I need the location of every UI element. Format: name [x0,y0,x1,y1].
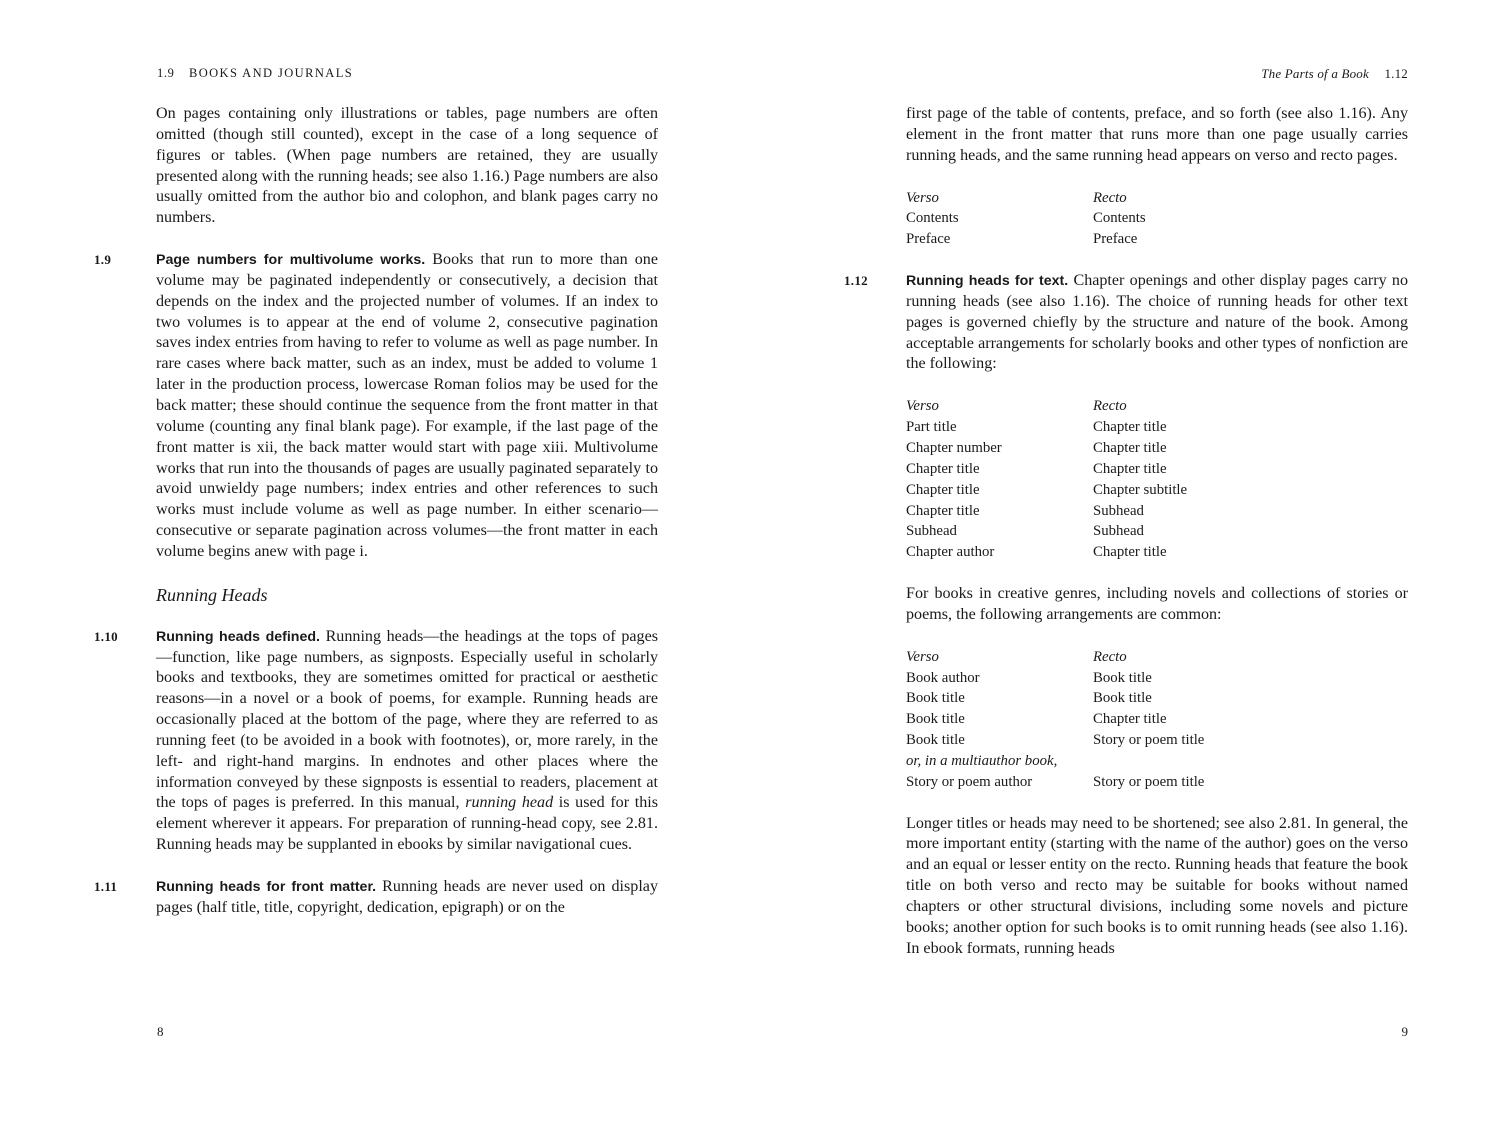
front-matter-heads-table [906,188,1146,251]
paragraph-italic-term: running head [465,794,554,812]
table-row [906,730,1204,751]
table-header-row [906,188,1146,209]
verso-header: Verso [906,648,939,665]
verso-cell: Preface [906,231,951,248]
paragraph-text: Running heads are never used on display pages (half title, title, copyright, dedication, epigraph) or on the [156,878,658,916]
verso-cell: Chapter number [906,439,1002,456]
paragraph-1-9 [94,250,658,563]
table-row [906,459,1187,480]
nonfiction-heads-table [906,396,1187,563]
paragraph-text: Books that run to more than one volume may be paginated independently or consecutively, a decision that depends on the index and the projected number of volumes. If an index to two volumes is to appear at the end of volume 2, consecutive pagination saves index entries from having to refer to volume as well as page number. In rare cases where back matter, such as an index, must be added to volume 1 later in the production process, lowercase Roman folios may be used for the back matter; these should continue the sequence from the front matter in that volume (counting any final blank page). For example, if the last page of the front matter is xii, the back matter would start with page xiii. Multivolume works that run into the thousands of pages are usually paginated separately to avoid unwieldy page numbers; index entries and other references to such works must include volume as well as page number. In either scenario—consecutive or separate pagination across volumes—the front matter in each volume begins anew with page i. [156,251,658,560]
verso-header: Verso [906,189,939,206]
creative-genres-paragraph: For books in creative genres, including novels and collections of stories or poems, the following arrangements are common: [906,585,1408,623]
page-number: 8 [157,1024,164,1039]
recto-cell: Subhead [1093,502,1144,519]
paragraph-1-11 [94,877,658,919]
verso-cell: Book title [906,711,965,728]
alt-label: or, in a multiauthor book, [906,752,1058,769]
paragraph-lead: Running heads defined. [156,628,320,645]
recto-cell: Chapter subtitle [1093,481,1188,498]
longer-titles-paragraph: Longer titles or heads may need to be shortened; see also 2.81. In general, the more important entity (starting with the name of the author) goes on the verso and an equal or lesser entity on the recto. Running heads that feature the book title on both verso and recto may be suitable for books without named chapters or other structural divisions, including some novels and picture books; another option for such books is to omit running heads (see also 1.16). In ebook formats, running heads [906,814,1408,957]
table-row [906,208,1146,229]
table-row [906,521,1187,542]
paragraph-1-12 [844,271,1409,375]
recto-cell: Story or poem title [1093,773,1205,790]
table-header-row [906,647,1204,668]
recto-cell: Book title [1093,669,1152,686]
recto-header: Recto [1093,189,1127,206]
paragraph-number: 1.11 [94,879,118,894]
recto-cell: Story or poem title [1093,732,1205,749]
paragraph-lead: Running heads for text. [906,273,1069,290]
table-row [906,709,1204,730]
verso-cell: Chapter author [906,544,995,561]
table-row [906,480,1187,501]
recto-cell: Chapter title [1093,439,1167,456]
recto-cell: Chapter title [1093,460,1167,477]
page-number: 9 [1401,1024,1408,1039]
creative-heads-table [906,647,1204,793]
left-text-column [94,104,659,940]
table-row [906,501,1187,522]
verso-cell: Contents [906,210,959,227]
paragraph-text-end: is used for this element wherever it appears. For preparation of running-head copy, see 2.81. Running heads may be supplanted in ebooks by similar navigational cues. [156,794,658,854]
right-page [750,0,1500,1125]
paragraph-number: 1.9 [94,252,112,268]
section-subhead: Running Heads [156,584,268,605]
table-row [906,542,1187,563]
recto-cell: Contents [1093,210,1146,227]
verso-cell: Book author [906,669,980,686]
verso-cell: Book title [906,732,965,749]
verso-header: Verso [906,398,939,415]
running-head-section: 1.12 [1384,66,1408,81]
running-head-label: BOOKS AND JOURNALS [188,66,354,80]
paragraph-text: Chapter openings and other display pages carry no running heads (see also 1.16). The choice of running heads for other text pages is governed chiefly by the structure and nature of the book. Among acceptable arrangements for scholarly books and other types of nonfiction are the following: [906,272,1409,373]
verso-cell: Book title [906,690,965,707]
running-head-right [1261,66,1408,82]
verso-cell: Part title [906,419,957,436]
table-row [906,417,1187,438]
paragraph-lead: Running heads for front matter. [156,879,377,895]
table-row [906,688,1204,709]
recto-header: Recto [1093,648,1127,665]
verso-cell: Chapter title [906,502,980,519]
table-alt-label-row [906,751,1204,772]
paragraph-number: 1.10 [94,628,118,644]
verso-cell: Subhead [906,523,957,540]
verso-cell: Chapter title [906,481,980,498]
recto-cell: Subhead [1093,523,1144,540]
right-text-column [844,104,1409,981]
recto-header: Recto [1093,398,1127,415]
paragraph-lead: Page numbers for multivolume works. [156,252,426,269]
table-row [906,668,1204,689]
recto-cell: Chapter title [1093,544,1167,561]
recto-cell: Chapter title [1093,711,1167,728]
running-head-left [157,66,353,81]
intro-paragraph: On pages containing only illustrations or tables, page numbers are often omitted (though still counted), except in the case of a long sequence of figures or tables. (When page numbers are retained, they are usually presented along with the running heads; see also 1.16.) Page numbers are also usually omitted from the author bio and colophon, and blank pages carry no numbers. [156,105,658,227]
paragraph-number: 1.12 [844,273,868,289]
recto-cell: Preface [1093,231,1138,248]
running-head-section: 1.9 [157,66,175,80]
recto-cell: Chapter title [1093,419,1167,436]
verso-cell: Story or poem author [906,773,1033,790]
paragraph-text: Running heads—the headings at the tops of pages—function, like page numbers, as signposts. Especially useful in scholarly books and textbooks, they are sometimes omitted for practical or aesthetic reasons—in a novel or a book of poems, for example. Running heads are occasionally placed at the bottom of the page, where they are referred to as running feet (to be avoided in a book with footnotes), or, more rarely, in the left- and right-hand margins. In endnotes and other places where the information conveyed by these signposts is essential to readers, placement at the tops of pages is preferred. In this manual, [156,627,659,812]
paragraph-1-10 [94,627,659,856]
table-header-row [906,396,1187,417]
running-head-title: The Parts of a Book [1261,66,1369,81]
table-row [906,438,1187,459]
verso-cell: Chapter title [906,460,980,477]
continued-paragraph: first page of the table of contents, preface, and so forth (see also 1.16). Any element in the front matter that runs more than one page usually carries running heads, and the same running head appears on verso and recto pages. [906,105,1408,164]
table-row [906,772,1204,793]
table-row [906,229,1146,250]
recto-cell: Book title [1093,690,1152,707]
